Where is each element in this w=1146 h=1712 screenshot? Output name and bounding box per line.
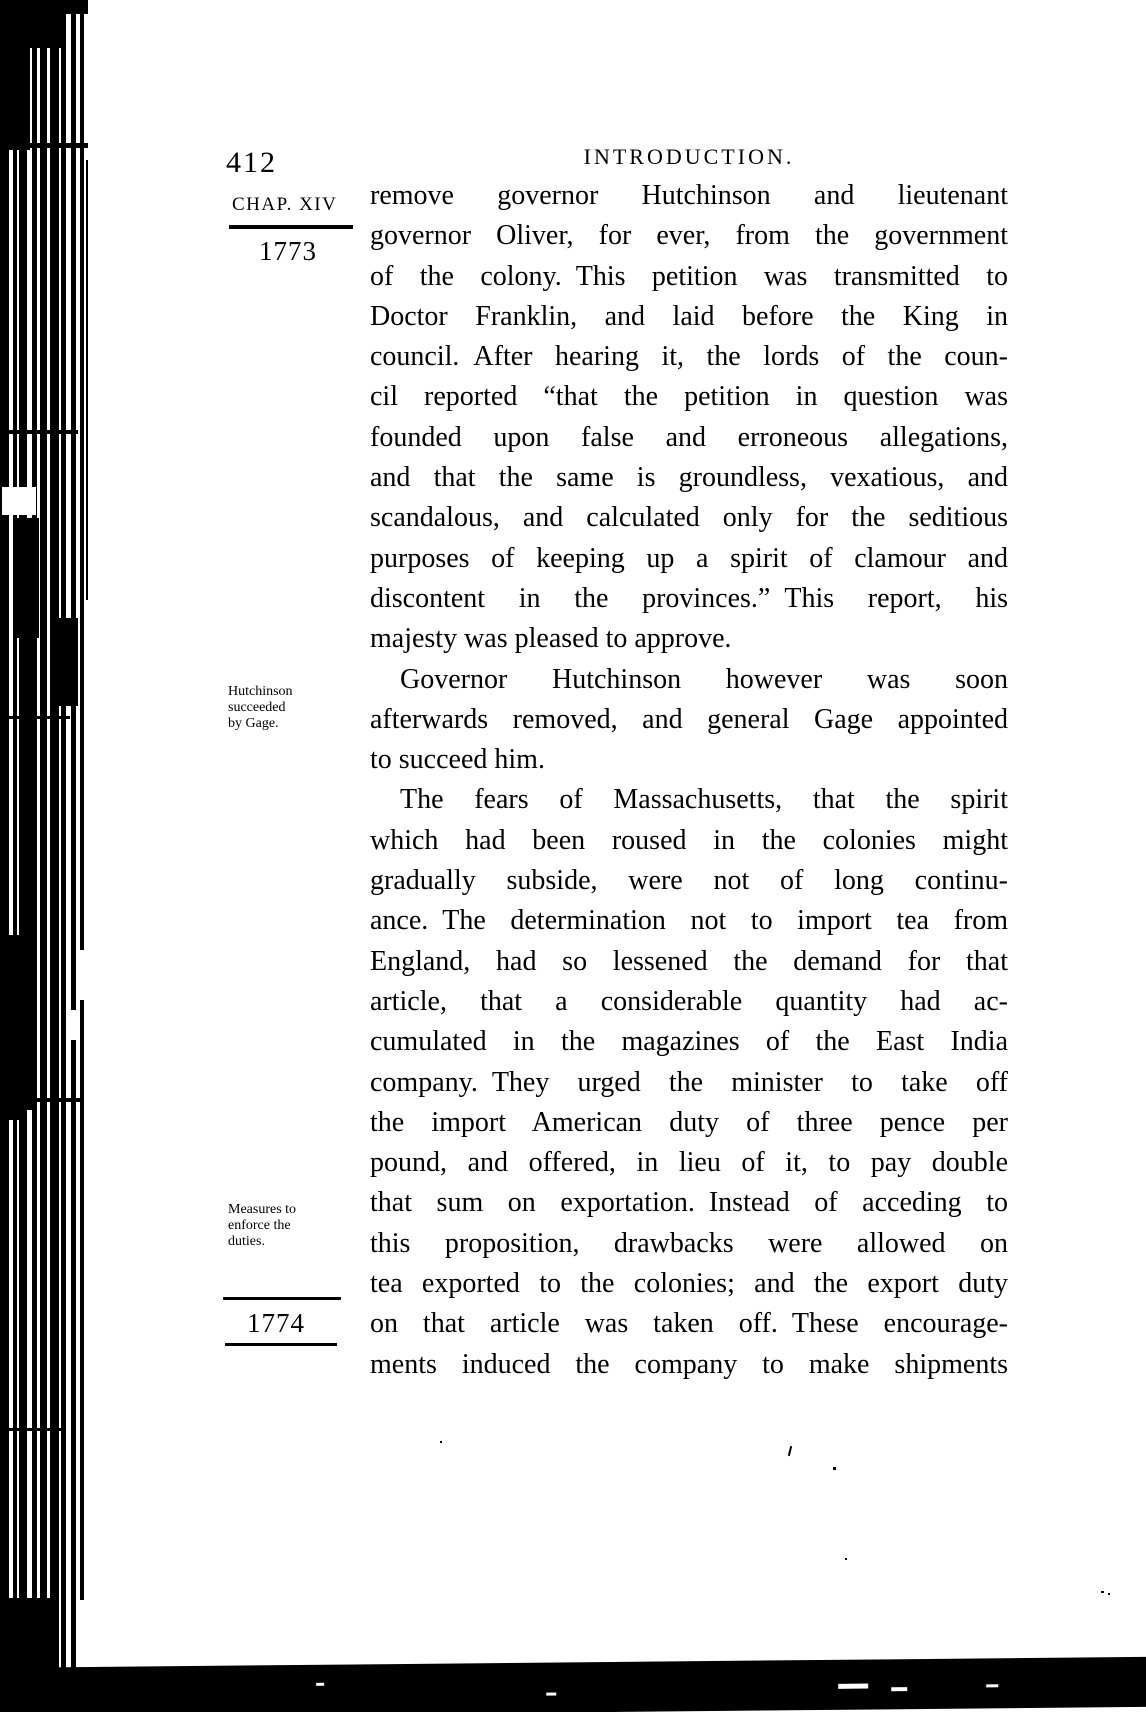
ink-speck xyxy=(788,1446,792,1456)
sidenote-line: by Gage. xyxy=(228,716,279,731)
ink-speck xyxy=(845,1558,847,1560)
running-header: INTRODUCTION. xyxy=(583,144,795,169)
body-text-line: afterwards removed, and general Gage appointed xyxy=(370,703,1008,735)
body-text-line: and that the same is groundless, vexatious, and xyxy=(370,462,1008,494)
body-text-line: gradually subside, were not of long continu- xyxy=(370,865,1008,897)
margin-rule xyxy=(229,225,353,229)
sidenote-line: enforce the xyxy=(228,1218,291,1233)
margin-rule xyxy=(223,1297,341,1300)
body-text-line: which had been roused in the colonies might xyxy=(370,824,1008,856)
ink-speck xyxy=(1101,1591,1104,1593)
body-text-line: to succeed him. xyxy=(370,744,545,776)
page-number: 412 xyxy=(226,146,277,179)
body-text-line: scandalous, and calculated only for the seditious xyxy=(370,502,1008,534)
margin-year-1773: 1773 xyxy=(259,236,317,266)
sidenote-line: succeeded xyxy=(228,700,286,715)
body-text-line: article, that a considerable quantity had ac- xyxy=(370,985,1008,1017)
body-text-line: cil reported “that the petition in question was xyxy=(370,381,1008,413)
margin-year-1774: 1774 xyxy=(247,1308,305,1338)
body-text-line: majesty was pleased to approve. xyxy=(370,623,732,655)
body-text-line: Governor Hutchinson however was soon xyxy=(400,663,1008,695)
body-text-line: company. They urged the minister to take off xyxy=(370,1066,1008,1098)
body-text xyxy=(370,176,1008,1385)
body-text-line: purposes of keeping up a spirit of clamour and xyxy=(370,542,1008,574)
chapter-label: CHAP. XIV xyxy=(232,194,338,215)
body-text-line: remove governor Hutchinson and lieutenant xyxy=(370,180,1008,211)
body-text-line: pound, and offered, in lieu of it, to pay double xyxy=(370,1147,1008,1179)
sidenote-hutchinson-gage xyxy=(228,684,358,732)
body-text-line: on that article was taken off. These encourage- xyxy=(370,1308,1008,1340)
body-text-line: of the colony. This petition was transmitted to xyxy=(370,260,1008,292)
body-text-line: The fears of Massachusetts, that the spirit xyxy=(400,784,1008,816)
body-text-line: ance. The determination not to import tea from xyxy=(370,905,1008,937)
ink-speck xyxy=(833,1467,836,1470)
body-text-line: cumulated in the magazines of the East India xyxy=(370,1026,1008,1058)
body-text-line: discontent in the provinces.” This report, his xyxy=(370,582,1008,614)
body-text-line: England, had so lessened the demand for that xyxy=(370,945,1008,977)
sidenote-line: Hutchinson xyxy=(228,684,293,699)
body-text-line: founded upon false and erroneous allegations, xyxy=(370,421,1008,453)
sidenote-measures-duties xyxy=(228,1202,358,1250)
body-text-line: that sum on exportation. Instead of acceding to xyxy=(370,1187,1008,1219)
ink-speck xyxy=(440,1441,442,1443)
sidenote-line: duties. xyxy=(228,1234,265,1249)
ink-speck xyxy=(1108,1593,1110,1595)
body-text-line: this proposition, drawbacks were allowed on xyxy=(370,1227,1008,1259)
margin-rule xyxy=(225,1343,337,1346)
body-text-line: council. After hearing it, the lords of the coun- xyxy=(370,341,1008,373)
body-text-line: ments induced the company to make shipments xyxy=(370,1348,1008,1380)
sidenote-line: Measures to xyxy=(228,1202,297,1217)
body-text-line: tea exported to the colonies; and the export duty xyxy=(370,1268,1008,1300)
body-text-line: the import American duty of three pence per xyxy=(370,1106,1008,1138)
body-text-line: Doctor Franklin, and laid before the King in xyxy=(370,300,1008,332)
body-text-line: governor Oliver, for ever, from the government xyxy=(370,220,1008,252)
bottom-scan-bar xyxy=(0,1657,1146,1712)
